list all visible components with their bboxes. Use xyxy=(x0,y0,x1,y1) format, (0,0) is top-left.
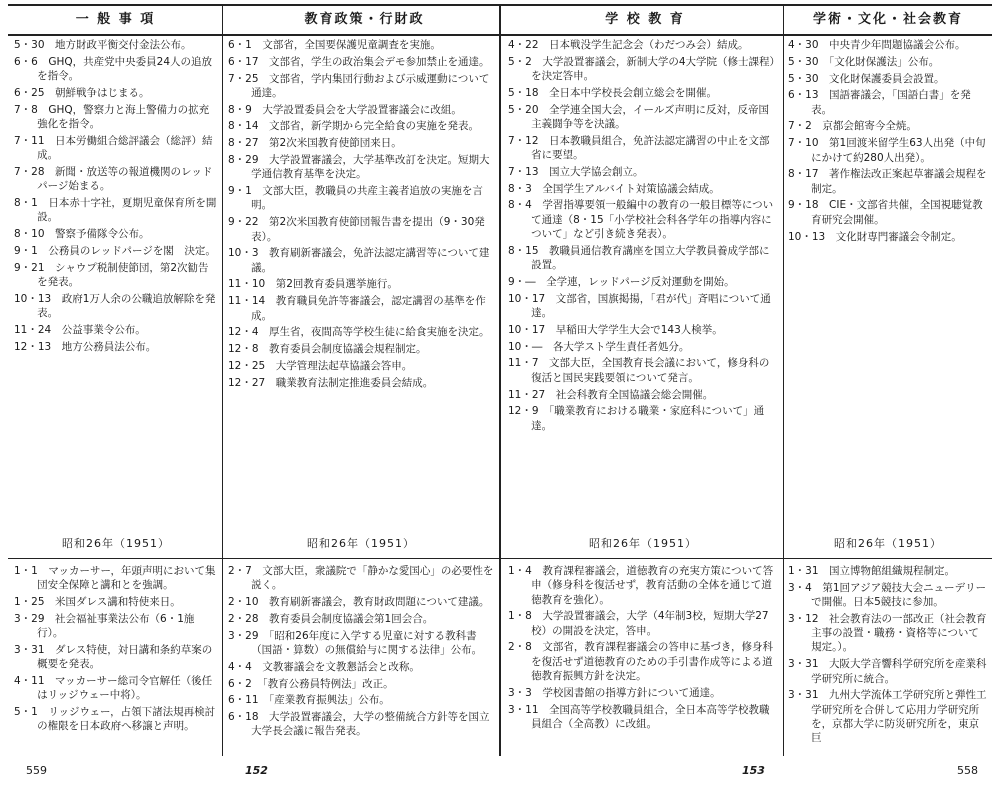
event-entry: 5・18 全日本中学校長会創立総会を開催。 xyxy=(508,86,718,99)
event-entry: 11・10 第2回教育委員選挙施行。 xyxy=(228,278,398,291)
event-entry: 6・25 朝鮮戦争はじまる。 xyxy=(14,86,150,99)
event-entry: 4・4 文教審議会を文教懇話会と改称。 xyxy=(228,660,420,673)
year-label: 昭和26年（1951） xyxy=(589,537,697,550)
event-entry: 2・10 教育刷新審議会，教育財政問題について建議。 xyxy=(228,596,490,609)
header-school-education: 学 校 教 育 xyxy=(605,12,685,27)
event-entry: 8・10 警察予備隊令公布。 xyxy=(14,228,150,241)
event-entry: 12・4 厚生省，夜間高等学校生徒に給食実施を決定。 xyxy=(228,326,490,339)
event-entry: 9・18 CIE・文部省共催，全国視聴覚教育研究会開催。 xyxy=(788,199,983,226)
event-entry: 7・10 第1回渡米留学生63人出発（中旬にかけて約280人出発）。 xyxy=(788,137,986,164)
event-entry: 8・9 大学設置委員会を大学設置審議会に改組。 xyxy=(228,103,462,116)
event-entry: 3・31 大阪大学音響科学研究所を産業科学研究所に統合。 xyxy=(788,658,987,685)
column-school-1950 xyxy=(508,38,778,435)
event-entry: 10・13 政府1万人余の公職追放解除を発表。 xyxy=(14,292,216,320)
column-divider xyxy=(783,4,784,756)
event-entry: 7・8 GHQ，警察力と海上警備力の拡充強化を指令。 xyxy=(14,103,210,130)
event-entry: 1・25 米国ダレス講和特使来日。 xyxy=(14,596,181,609)
page-gutter-divider xyxy=(499,4,501,756)
year-section-divider xyxy=(8,558,992,559)
event-entry: 9・― 全学連，レッドパージ反対運動を開始。 xyxy=(508,275,735,288)
event-entry: 2・28 教育委員会制度協議会第1回会合。 xyxy=(228,612,434,625)
column-culture-1950 xyxy=(788,38,988,246)
event-entry: 8・14 文部省，新学期から完全給食の実施を発表。 xyxy=(228,120,480,133)
event-entry: 10・13 文化財専門審議会令制定。 xyxy=(788,230,962,243)
event-entry: 4・11 マッカーサー総司令官解任（後任はリッジウェー中将）。 xyxy=(14,675,213,702)
event-entry: 9・1 公務員のレッドパージを閣 決定。 xyxy=(14,244,216,257)
event-entry: 3・11 全国高等学校教職員組合，全日本高等学校教職員組合（全高教）に改組。 xyxy=(508,703,770,730)
event-entry: 3・12 社会教育法の一部改正（社会教育主事の設置・職務・資格等について規定。）。 xyxy=(788,612,987,654)
event-entry: 5・30 文化財保護委員会設置。 xyxy=(788,72,945,85)
event-entry: 3・4 第1回アジア競技大会ニューデリーで開催。日本5競技に参加。 xyxy=(788,581,987,609)
event-entry: 5・30 「文化財保護法」公布。 xyxy=(788,55,940,68)
year-label: 昭和26年（1951） xyxy=(307,537,415,550)
page-number: 152 xyxy=(245,764,268,777)
event-entry: 7・13 国立大学協会創立。 xyxy=(508,165,644,178)
event-entry: 1・4 教育課程審議会，道徳教育の充実方策について答申（修身科を復活せず，教育活動の全体を通じて道徳教育を強化）。 xyxy=(508,565,774,606)
event-entry: 11・27 社会科教育全国協議会総会開催。 xyxy=(508,388,714,401)
column-policy-1950 xyxy=(228,38,494,393)
event-entry: 8・17 著作権法改正案起草審議会規程を制定。 xyxy=(788,168,987,195)
event-entry: 8・3 全国学生アルバイト対策協議会結成。 xyxy=(508,182,720,195)
event-entry: 3・29 「昭和26年度に入学する児童に対する教科書（国語・算数）の無償給与に関する法律」公布。 xyxy=(228,629,483,656)
event-entry: 6・13 国語審議会，「国語白書」を発表。 xyxy=(788,89,971,116)
event-entry: 3・29 社会福祉事業法公布（6・1施行）。 xyxy=(14,612,195,640)
event-entry: 7・28 新聞・放送等の報道機関のレッドパージ始まる。 xyxy=(14,165,213,193)
event-entry: 8・1 日本赤十字社，夏期児童保育所を開設。 xyxy=(14,196,217,224)
page-number: 559 xyxy=(26,764,47,777)
column-divider xyxy=(222,4,223,756)
event-entry: 6・18 大学設置審議会，大学の整備統合方針等を国立大学長会議に報告発表。 xyxy=(228,711,490,738)
event-entry: 12・27 職業教育法制定推進委員会結成。 xyxy=(228,376,434,389)
event-entry: 7・25 文部省，学内集団行動および示威運動について通達。 xyxy=(228,72,490,99)
event-entry: 5・2 大学設置審議会，新制大学の4大学院（修士課程）を決定答申。 xyxy=(508,55,775,83)
event-entry: 5・20 全学連全国大会，イールズ声明に反対，反帝国主義闘争等を決議。 xyxy=(508,103,770,130)
event-entry: 6・6 GHQ，共産党中央委員24人の追放を指令。 xyxy=(14,55,213,83)
event-entry: 8・27 第2次米国教育使節団来日。 xyxy=(228,137,402,150)
event-entry: 9・1 文部大臣，教職員の共産主義者追放の実施を言明。 xyxy=(228,185,483,212)
event-entry: 6・2 「教育公務員特例法」改正。 xyxy=(228,677,394,690)
page-number: 153 xyxy=(742,764,765,777)
event-entry: 8・4 学習指導要領一般編中の教育の一般目標等について通達（8・15「小学校社会科各学年の指導内容について」など引き続き発表）。 xyxy=(508,199,774,241)
column-general-1951 xyxy=(14,564,218,736)
event-entry: 8・15 教職員通信教育講座を国立大学教員養成学部に設置。 xyxy=(508,244,770,272)
event-entry: 1・8 大学設置審議会，大学（4年制3校，短期大学27校）の開設を決定，答申。 xyxy=(508,610,769,637)
column-policy-1951 xyxy=(228,564,494,741)
event-entry: 7・2 京都会館寄今全焼。 xyxy=(788,120,917,133)
year-label: 昭和26年（1951） xyxy=(62,537,170,550)
event-entry: 5・30 地方財政平衡交付金法公布。 xyxy=(14,39,192,51)
event-entry: 8・29 大学設置審議会，大学基準改訂を決定。短期大学通信教育基準を決定。 xyxy=(228,154,490,181)
event-entry: 4・30 中央青少年問題協議会公布。 xyxy=(788,39,966,51)
event-entry: 1・31 国立博物館組織規程制定。 xyxy=(788,565,956,577)
event-entry: 9・22 第2次米国教育使節団報告書を提出（9・30発表）。 xyxy=(228,216,485,243)
event-entry: 6・1 文部省，全国要保護児童調査を実施。 xyxy=(228,39,441,51)
event-entry: 10・3 教育刷新審議会，免許法認定講習等について建議。 xyxy=(228,247,490,274)
event-entry: 2・7 文部大臣，衆議院で「静かな愛国心」の必要性を説く。 xyxy=(228,565,494,592)
event-entry: 12・25 大学管理法起草協議会答申。 xyxy=(228,359,413,372)
event-entry: 9・21 シャウプ税制使節団，第2次勧告を発表。 xyxy=(14,261,209,288)
event-entry: 7・11 日本労働組合総評議会（総評）結成。 xyxy=(14,134,213,162)
event-entry: 12・13 地方公務員法公布。 xyxy=(14,340,157,353)
event-entry: 4・22 日本戦没学生記念会（わだつみ会）結成。 xyxy=(508,39,749,51)
event-entry: 6・11 「産業教育振興法」公布。 xyxy=(228,694,390,707)
event-entry: 11・14 教育職員免許等審議会，認定講習の基準を作成。 xyxy=(228,295,486,322)
header-education-policy: 教育政策・行財政 xyxy=(304,12,425,27)
column-general-1950 xyxy=(14,38,218,356)
event-entry: 3・31 九州大学流体工学研究所と弾性工学研究所を合併して応用力学研究所を，京都大学に防災研究所を，東京巨 xyxy=(788,689,987,745)
column-culture-1951 xyxy=(788,564,988,748)
event-entry: 11・24 公益事業令公布。 xyxy=(14,323,146,336)
event-entry: 10・17 文部省，国旗掲揚，「君が代」斉唱について通達。 xyxy=(508,292,771,320)
event-entry: 3・3 学校図書館の指導方針について通達。 xyxy=(508,686,721,699)
event-entry: 3・31 ダレス特使，対日講和条約草案の概要を発表。 xyxy=(14,643,213,671)
column-school-1951 xyxy=(508,564,778,734)
page-number: 558 xyxy=(957,764,978,777)
event-entry: 2・8 文部省，教育課程審議会の答申に基づき，修身科を復活せず道徳教育のための手引書作成等による道徳教育振興方針を決定。 xyxy=(508,641,773,683)
event-entry: 7・12 日本教職員組合，免許法認定講習の中止を文部省に要望。 xyxy=(508,134,770,162)
event-entry: 12・8 教育委員会制度協議会規程制定。 xyxy=(228,343,427,356)
header-academic-culture: 学術・文化・社会教育 xyxy=(812,12,963,27)
event-entry: 11・7 文部大臣，全国教育長会議において，修身科の復活と国民実践要領について発言。 xyxy=(508,357,770,384)
event-entry: 10・― 各大学スト学生責任者処分。 xyxy=(508,340,690,353)
event-entry: 10・17 早稲田大学学生大会で143人検挙。 xyxy=(508,323,723,336)
event-entry: 5・1 リッジウェー，占領下諸法規再検討の権限を日本政府へ移譲と声明。 xyxy=(14,706,216,733)
event-entry: 1・1 マッカーサー，年頭声明において集団安全保障と講和とを強調。 xyxy=(14,565,216,592)
event-entry: 12・9 「職業教育における職業・家庭科について」通達。 xyxy=(508,405,765,432)
event-entry: 6・17 文部省，学生の政治集会デモ参加禁止を通達。 xyxy=(228,55,490,68)
header-general-affairs: 一 般 事 項 xyxy=(75,12,156,27)
year-label: 昭和26年（1951） xyxy=(834,537,942,550)
